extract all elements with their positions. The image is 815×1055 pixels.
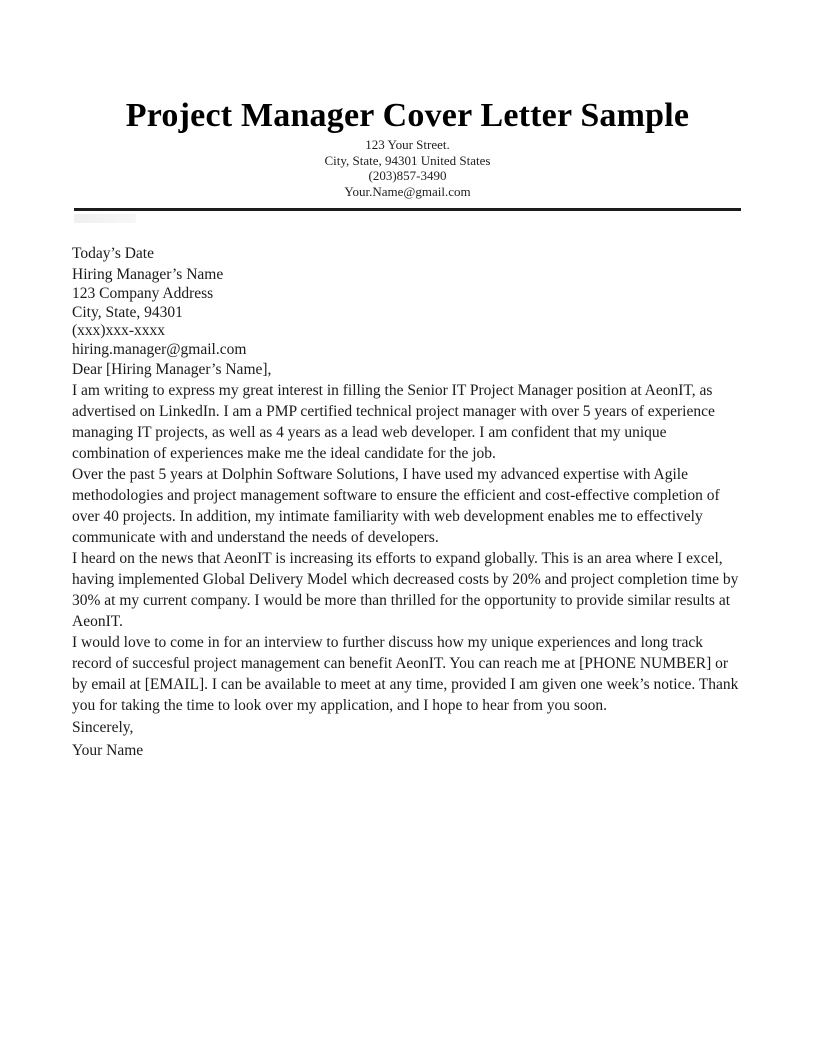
recipient-street: 123 Company Address bbox=[72, 285, 214, 303]
body-paragraph-3: I heard on the news that AeonIT is increasing its efforts to expand globally. This is an area where I excel, having implemented Global Delivery Model which decreased costs by 20% and project completion time by 30% at my current company. I would be more than thrilled for the opportunity to provide similar results at AeonIT. bbox=[72, 550, 739, 631]
sender-phone: (203)857-3490 bbox=[368, 168, 447, 184]
letter-body bbox=[72, 243, 743, 762]
recipient-name: Hiring Manager’s Name bbox=[72, 266, 224, 284]
valediction: Sincerely, bbox=[72, 719, 134, 737]
recipient-phone: (xxx)xxx-xxxx bbox=[72, 322, 165, 340]
body-paragraph-4: I would love to come in for an interview to further discuss how my unique experiences and long track record of succesful project management can benefit AeonIT. You can reach me at [PHONE NUMBER] or by email at [EMAIL]. I can be available to meet at any time, provided I am given one week’s notice. Thank you for taking the time to look over my application, and I hope to hear from you soon. bbox=[72, 634, 739, 715]
recipient-city-line: City, State, 94301 bbox=[72, 303, 183, 321]
sender-email: Your.Name@gmail.com bbox=[344, 183, 471, 199]
header-divider bbox=[74, 208, 741, 211]
body-paragraph-1: I am writing to express my great interest in filling the Senior IT Project Manager position at AeonIT, as advertised on LinkedIn. I am a PMP certified technical project manager with over 5 years of experience managing IT projects, as well as 4 years as a lead web developer. I am confident that my unique combination of experiences make me the ideal candidate for the job. bbox=[72, 382, 715, 463]
letter-header bbox=[72, 96, 743, 223]
sender-contact-block bbox=[72, 137, 743, 199]
recipient-address-block bbox=[72, 285, 743, 359]
salutation: Dear [Hiring Manager’s Name], bbox=[72, 361, 272, 379]
letter-date: Today’s Date bbox=[72, 245, 154, 263]
body-paragraph-2: Over the past 5 years at Dolphin Software Solutions, I have used my advanced expertise with Agile methodologies and project management software to ensure the efficient and cost-effective completion of over 40 projects. In addition, my intimate familiarity with web development enables me to effectively communicate with and understand the needs of developers. bbox=[72, 466, 720, 547]
signature-name: Your Name bbox=[72, 742, 144, 760]
smudge-artifact bbox=[74, 214, 136, 223]
sender-street: 123 Your Street. bbox=[365, 137, 450, 153]
page-title: Project Manager Cover Letter Sample bbox=[125, 97, 690, 134]
sender-city-line: City, State, 94301 United States bbox=[324, 152, 491, 168]
recipient-email: hiring.manager@gmail.com bbox=[72, 340, 247, 358]
